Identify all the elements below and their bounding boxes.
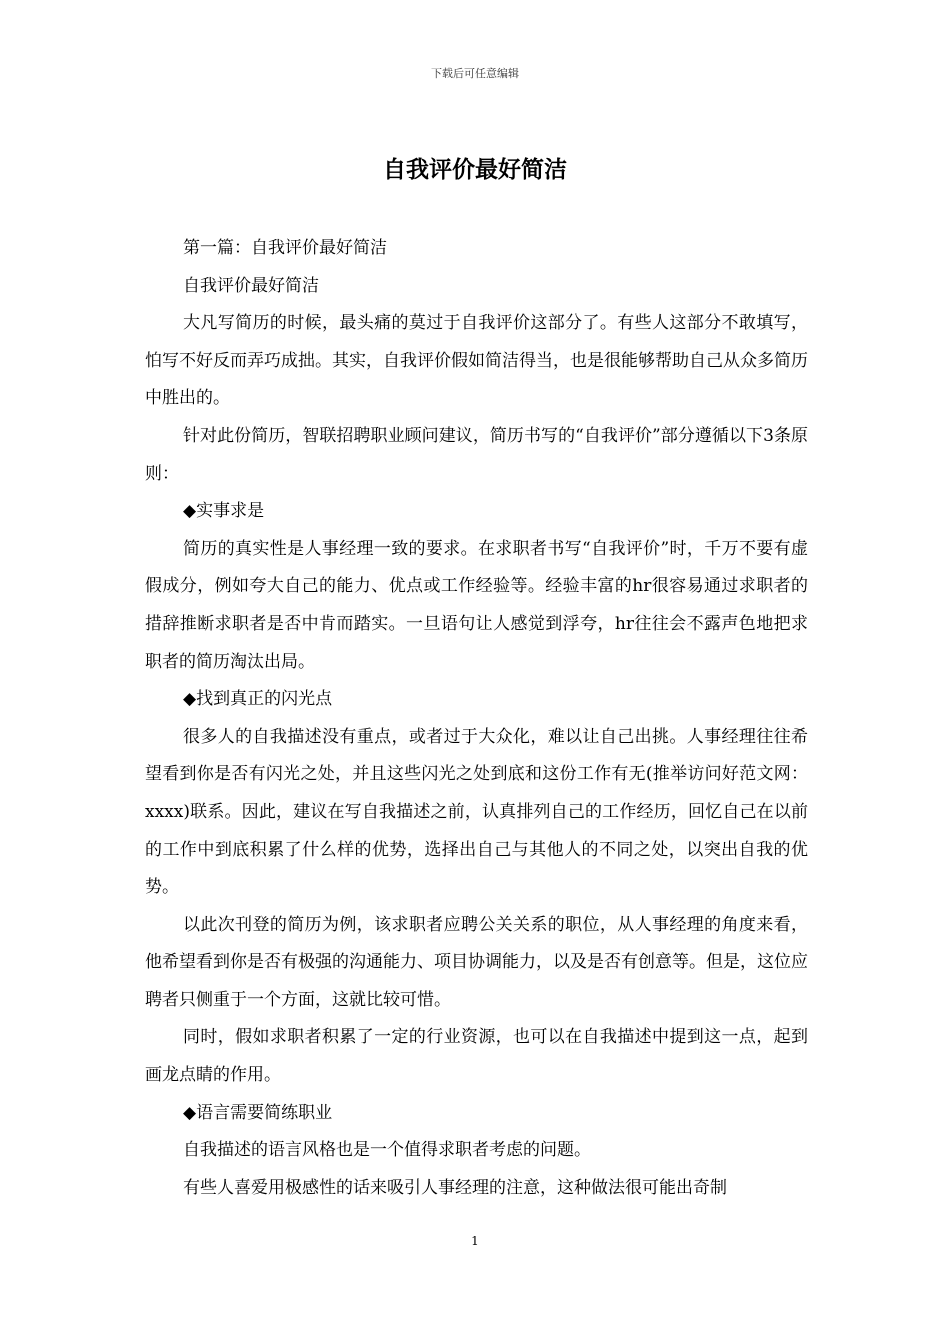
paragraph-intro: 大凡写简历的时候，最头痛的莫过于自我评价这部分了。有些人这部分不敢填写，怕写不好反而弄巧成拙。其实，自我评价假如简洁得当，也是很能够帮助自己从众多简历中胜出的。 bbox=[145, 313, 808, 409]
page-number: 1 bbox=[471, 1234, 479, 1248]
header-note: 下载后可任意编辑 bbox=[431, 67, 519, 80]
paragraph-highlight: 很多人的自我描述没有重点，或者过于大众化，难以让自己出挑。人事经理往往希望看到你是否有闪光之处，并且这些闪光之处到底和这份工作有无(推举访问好范文网：xxxx)联系。因此，建议在写自我描述之前，认真排列自己的工作经历，回忆自己在以前的工作中到底积累了什么样的优势，选择出自己与其他人的不同之处，以突出自我的优势。 bbox=[145, 726, 808, 898]
paragraph-principles-intro: 针对此份简历，智联招聘职业顾问建议，简历书写的“自我评价”部分遵循以下3条原则： bbox=[145, 425, 808, 484]
document-title: 自我评价最好简洁 bbox=[383, 156, 567, 183]
paragraph-example: 以此次刊登的简历为例，该求职者应聘公关关系的职位，从人事经理的角度来看，他希望看到你是否有极强的沟通能力、项目协调能力，以及是否有创意等。但是，这位应聘者只侧重于一个方面，这就比较可惜。 bbox=[145, 914, 808, 1010]
bullet-heading-language: ◆语言需要简练职业 bbox=[183, 1102, 333, 1123]
paragraph-subtitle: 自我评价最好简洁 bbox=[183, 275, 319, 296]
paragraph-emotional: 有些人喜爱用极感性的话来吸引人事经理的注意，这种做法很可能出奇制 bbox=[183, 1177, 727, 1198]
bullet-heading-highlight: ◆找到真正的闪光点 bbox=[183, 689, 333, 710]
paragraph-truthful: 简历的真实性是人事经理一致的要求。在求职者书写“自我评价”时，千万不要有虚假成分，例如夸大自己的能力、优点或工作经验等。经验丰富的hr很容易通过求职者的措辞推断求职者是否中肯而踏实。一旦语句让人感觉到浮夸，hr往往会不露声色地把求职者的简历淘汰出局。 bbox=[145, 538, 808, 672]
bullet-heading-truthful: ◆实事求是 bbox=[183, 501, 265, 522]
paragraph-section-heading: 第一篇：自我评价最好简洁 bbox=[183, 238, 387, 258]
paragraph-resources: 同时，假如求职者积累了一定的行业资源，也可以在自我描述中提到这一点，起到画龙点睛的作用。 bbox=[145, 1027, 808, 1086]
paragraph-language-style: 自我描述的语言风格也是一个值得求职者考虑的问题。 bbox=[183, 1140, 591, 1161]
document-body bbox=[145, 230, 808, 1207]
